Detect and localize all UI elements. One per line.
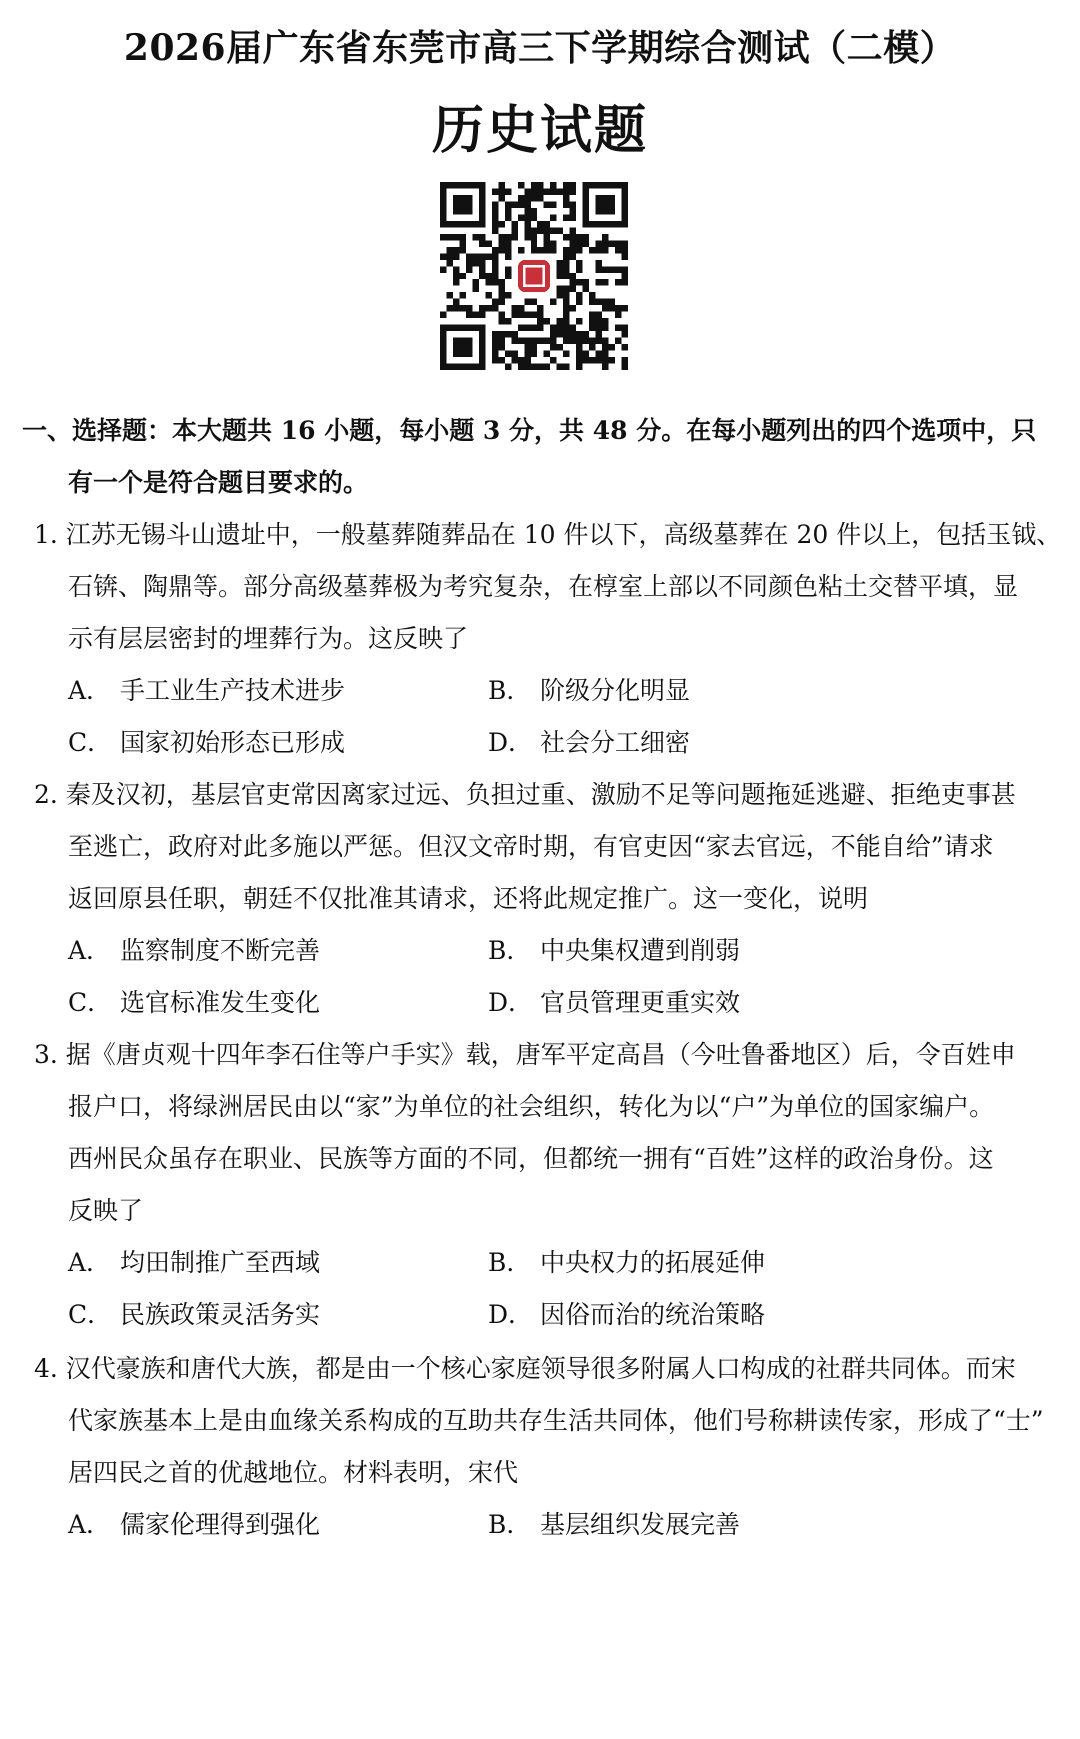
option-text: 民族政策灵活务实 [120,1300,321,1329]
option-text: 基层组织发展完善 [540,1510,741,1539]
question-4-line3: 居四民之首的优越地位。材料表明，宋代 [68,1458,519,1487]
qr-code-icon [440,182,628,370]
option-text: 手工业生产技术进步 [120,676,346,705]
section-heading-line1: 一、选择题：本大题共 16 小题，每小题 3 分，共 48 分。在每小题列出的四个选项中，只 [22,416,1037,445]
question-3-option-d[interactable] [488,1298,765,1332]
exam-subject-title: 历史试题 [431,100,648,161]
question-4-line1: 4. 汉代豪族和唐代大族，都是由一个核心家庭领导很多附属人口构成的社群共同体。而宋 [34,1354,1016,1383]
question-2-option-a[interactable] [68,934,320,968]
option-text: 儒家伦理得到强化 [120,1510,321,1539]
option-text: 国家初始形态已形成 [120,728,346,757]
option-text: 监察制度不断完善 [120,936,321,965]
question-2-option-c[interactable] [68,986,320,1020]
option-letter: A． [68,1510,112,1539]
option-letter: D． [488,728,534,757]
question-2-option-b[interactable] [488,934,740,968]
option-letter: A． [68,676,112,705]
option-letter: C． [68,988,113,1017]
option-letter: D． [488,988,534,1017]
question-3-line4: 反映了 [68,1196,144,1225]
question-1-option-a[interactable] [68,674,345,708]
option-text: 社会分工细密 [540,728,691,757]
option-text: 中央权力的拓展延伸 [540,1248,766,1277]
question-3-line2: 报户口，将绿洲居民由以“家”为单位的社会组织，转化为以“户”为单位的国家编户。 [68,1092,995,1121]
question-2-option-d[interactable] [488,986,740,1020]
option-letter: B． [488,676,532,705]
option-letter: C． [68,1300,113,1329]
option-text: 中央集权遭到削弱 [540,936,741,965]
question-1-option-d[interactable] [488,726,690,760]
question-3-option-c[interactable] [68,1298,320,1332]
question-3-option-b[interactable] [488,1246,765,1280]
option-text: 官员管理更重实效 [540,988,741,1017]
option-text: 均田制推广至西域 [120,1248,321,1277]
option-text: 因俗而治的统治策略 [540,1300,766,1329]
option-letter: B． [488,1510,532,1539]
section-heading-line2: 有一个是符合题目要求的。 [68,468,369,497]
option-letter: B． [488,1248,532,1277]
question-1-line2: 石锛、陶鼎等。部分高级墓葬极为考究复杂，在椁室上部以不同颜色粘土交替平填，显 [68,572,1019,601]
option-letter: A． [68,936,112,965]
question-4-line2: 代家族基本上是由血缘关系构成的互助共存生活共同体，他们号称耕读传家，形成了“士” [68,1406,1044,1435]
question-3-option-a[interactable] [68,1246,320,1280]
option-letter: A． [68,1248,112,1277]
option-text: 选官标准发生变化 [120,988,321,1017]
question-2-line3: 返回原县任职，朝廷不仅批准其请求，还将此规定推广。这一变化，说明 [68,884,869,913]
question-1-line1: 1. 江苏无锡斗山遗址中，一般墓葬随葬品在 10 件以下，高级墓葬在 20 件以上，包括玉钺、 [34,520,1062,549]
question-1-option-c[interactable] [68,726,345,760]
question-1-line3: 示有层层密封的埋葬行为。这反映了 [68,624,469,653]
option-letter: C． [68,728,113,757]
question-4-option-a[interactable] [68,1508,320,1542]
question-3-line1: 3. 据《唐贞观十四年李石住等户手实》载，唐军平定高昌（今吐鲁番地区）后，令百姓申 [34,1040,1016,1069]
option-letter: D． [488,1300,534,1329]
question-1-option-b[interactable] [488,674,690,708]
option-text: 阶级分化明显 [540,676,691,705]
question-4-option-b[interactable] [488,1508,740,1542]
question-2-line2: 至逃亡，政府对此多施以严惩。但汉文帝时期，有官吏因“家去官远，不能自给”请求 [68,832,994,861]
question-3-line3: 西州民众虽存在职业、民族等方面的不同，但都统一拥有“百姓”这样的政治身份。这 [68,1144,994,1173]
option-letter: B． [488,936,532,965]
question-2-line1: 2. 秦及汉初，基层官吏常因离家过远、负担过重、激励不足等问题拖延逃避、拒绝吏事甚 [34,780,1016,809]
exam-title: 2026届广东省东莞市高三下学期综合测试（二模） [123,27,957,69]
